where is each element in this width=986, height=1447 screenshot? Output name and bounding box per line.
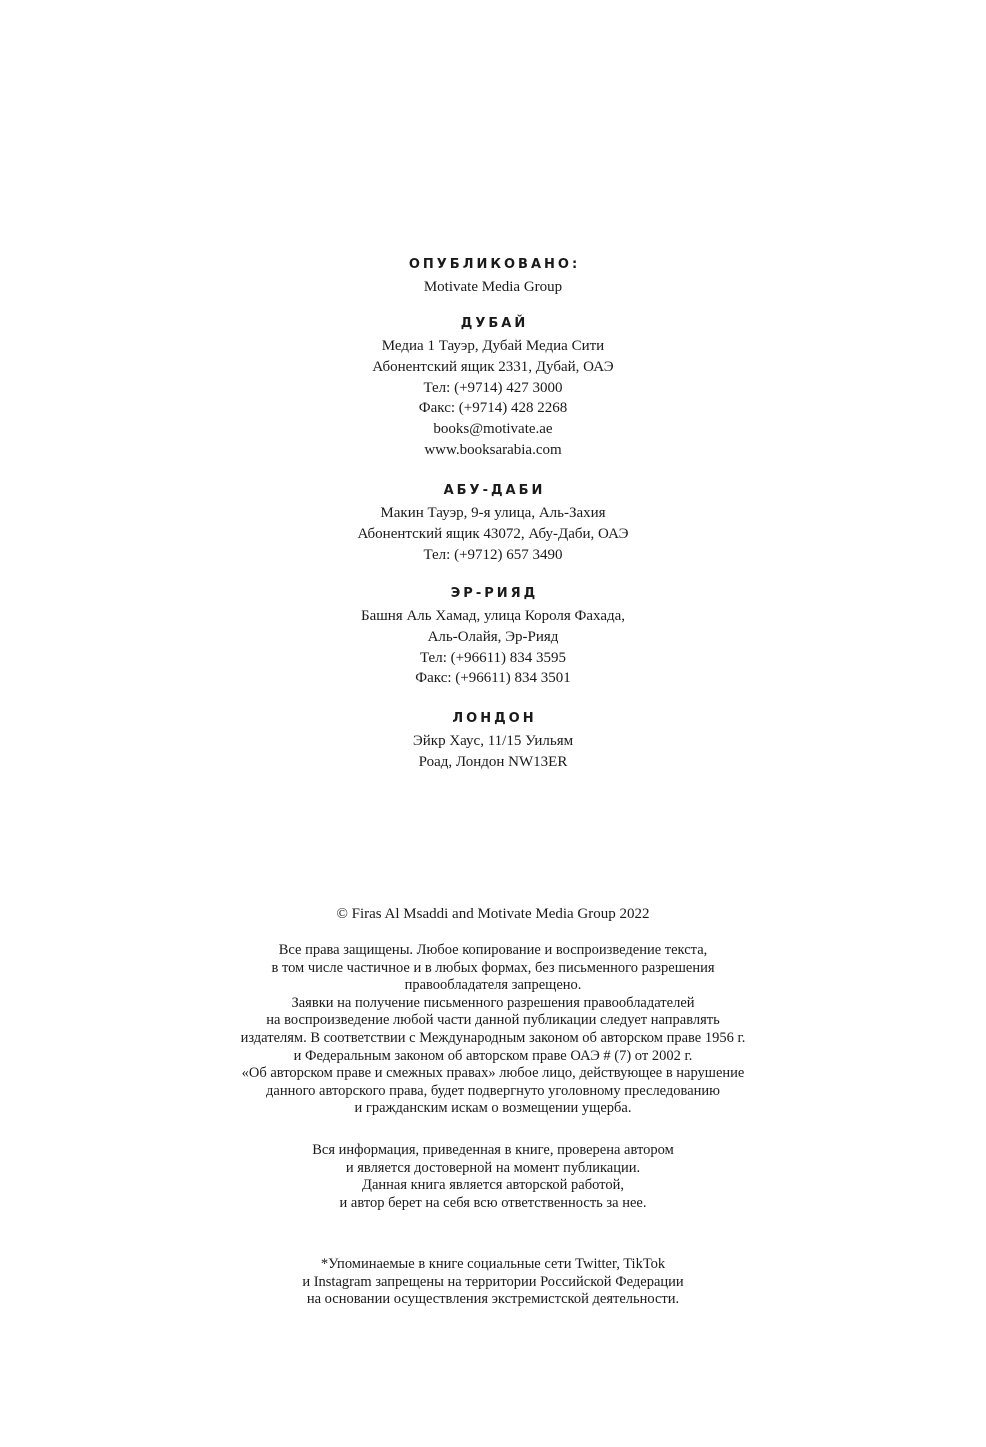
office-fax: Факс: (+96611) 834 3501 (415, 670, 571, 687)
rights-line: «Об авторском праве и смежных правах» любое лицо, действующее в нарушение (241, 1065, 745, 1082)
office-phone: Тел: (+9714) 427 3000 (423, 379, 563, 396)
rights-paragraph (0, 942, 986, 1118)
rights-line: на воспроизведение любой части данной публикации следует направлять (266, 1012, 720, 1029)
copyright-section (0, 904, 986, 925)
office-website: www.booksarabia.com (424, 441, 562, 458)
rights-line: Заявки на получение письменного разрешения правообладателей (291, 994, 695, 1011)
footnote-line: *Упоминаемые в книге социальные сети Twitter, TikTok (320, 1256, 666, 1272)
office-address-line: Башня Аль Хамад, улица Короля Фахада, (360, 608, 626, 624)
office-heading: ДУБАЙ (460, 316, 529, 331)
office-address-line: Эйкр Хаус, 11/15 Уильям (412, 733, 574, 749)
office-phone: Тел: (+96611) 834 3595 (419, 649, 567, 666)
office-dubai (0, 315, 986, 461)
rights-line: Все права защищены. Любое копирование и воспроизведение текста, (278, 942, 708, 958)
rights-line: правообладателя запрещено. (404, 977, 582, 994)
office-pobox-line: Абонентский ящик 2331, Дубай, ОАЭ (372, 358, 614, 375)
office-riyadh (0, 585, 986, 689)
publisher-section (0, 256, 986, 298)
office-heading: ЛОНДОН (452, 711, 537, 726)
office-fax: Факс: (+9714) 428 2268 (418, 400, 568, 417)
office-address-line: Аль-Олайя, Эр-Рияд (427, 628, 559, 645)
info-paragraph (0, 1142, 986, 1212)
info-line: Вся информация, приведенная в книге, проверена автором (312, 1142, 674, 1158)
office-heading: АБУ-ДАБИ (443, 483, 546, 498)
office-address-line: Медиа 1 Тауэр, Дубай Медиа Сити (381, 338, 605, 354)
office-pobox-line: Абонентский ящик 43072, Абу-Даби, ОАЭ (357, 525, 629, 542)
rights-line: и Федеральным законом об авторском праве ОАЭ # (7) от 2002 г. (293, 1047, 693, 1064)
info-line: и является достоверной на момент публикации. (345, 1159, 641, 1176)
footnote-paragraph (0, 1256, 986, 1309)
office-abu-dhabi (0, 482, 986, 565)
info-line: и автор берет на себя всю ответственность за нее. (339, 1194, 647, 1211)
office-address-line: Роад, Лондон NW13ER (418, 753, 568, 770)
rights-line: в том числе частичное и в любых формах, без письменного разрешения (271, 959, 715, 976)
office-heading: ЭР-РИЯД (450, 586, 539, 601)
footnote-line: и Instagram запрещены на территории Российской Федерации (302, 1273, 684, 1290)
office-address-line: Макин Тауэр, 9-я улица, Аль-Захия (380, 505, 606, 521)
office-email: books@motivate.ae (433, 421, 553, 438)
rights-line: и гражданским искам о возмещении ущерба. (354, 1100, 632, 1117)
office-phone: Тел: (+9712) 657 3490 (423, 546, 563, 563)
publisher-heading: ОПУБЛИКОВАНО: (408, 257, 581, 272)
info-line: Данная книга является авторской работой, (362, 1177, 624, 1194)
rights-line: данного авторского права, будет подвергнуто уголовному преследованию (266, 1082, 720, 1099)
footnote-line: на основании осуществления экстремистской деятельности. (306, 1291, 680, 1308)
publisher-name: Motivate Media Group (423, 279, 563, 295)
copyright-notice: © Firas Al Msaddi and Motivate Media Group 2022 (336, 906, 650, 922)
rights-line: издателям. В соответствии с Международным законом об авторском праве 1956 г. (240, 1029, 746, 1046)
office-london (0, 710, 986, 773)
